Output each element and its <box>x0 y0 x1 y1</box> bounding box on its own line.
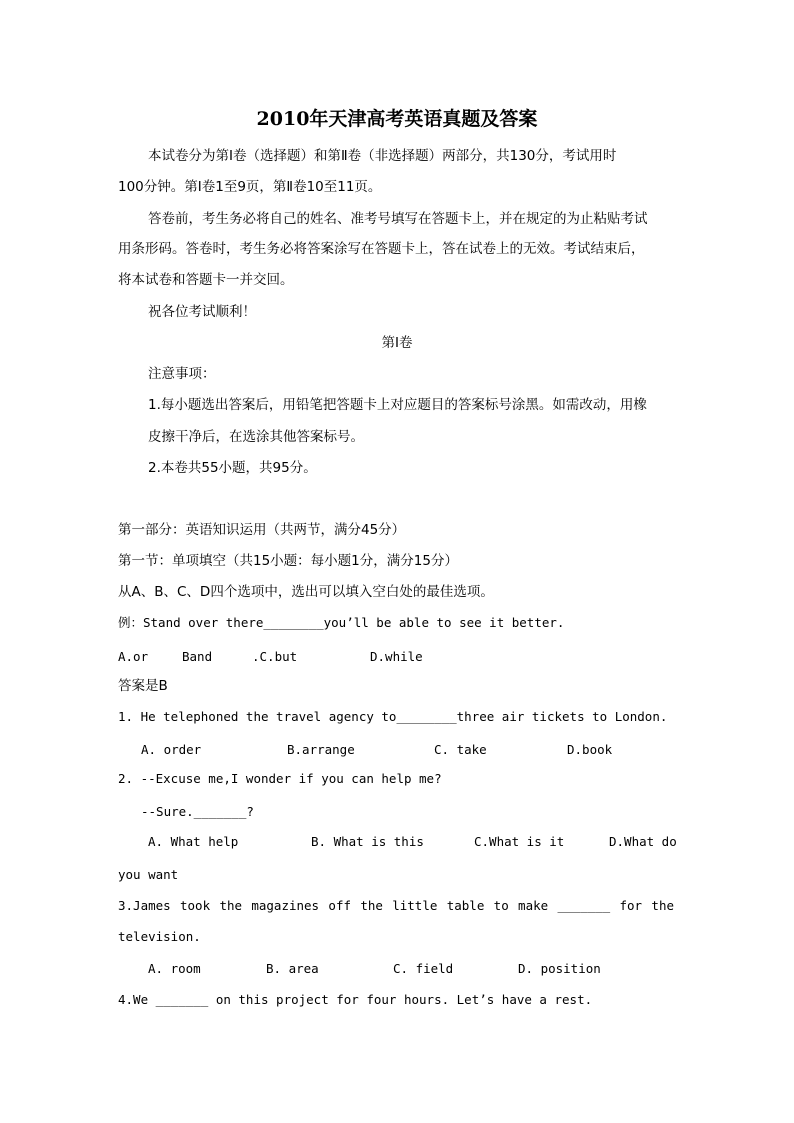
question-2-option-d: D.What do <box>609 834 677 849</box>
note-item-1-line-1: 1.每小题选出答案后，用铅笔把答题卡上对应题目的答案标号涂黑。如需改动，用橡 <box>148 397 647 413</box>
page-title: 2010年天津高考英语真题及答案 <box>256 108 538 130</box>
section1-heading: 第一节：单项填空（共15小题：每小题1分，满分15分） <box>118 553 458 569</box>
example-option-b: Band <box>182 649 213 664</box>
question-3-option-c: C. field <box>393 961 454 976</box>
question-2-option-a: A. What help <box>148 834 239 849</box>
question-2-option-c: C.What is it <box>474 834 565 849</box>
example-option-a: A.or <box>118 649 149 664</box>
example-option-d: D.while <box>370 649 423 664</box>
question-3-stem-line-1: 3.James took the magazines off the little table to make _______ for the <box>118 898 674 913</box>
intro-paragraph-1-line-1: 本试卷分为第Ⅰ卷（选择题）和第Ⅱ卷（非选择题）两部分，共130分，考试用时 <box>148 148 617 164</box>
intro-paragraph-1-line-2: 100分钟。第Ⅰ卷1至9页，第Ⅱ卷10至11页。 <box>118 179 382 195</box>
wish-line: 祝各位考试顺利！ <box>148 304 256 320</box>
question-1-option-a: A. order <box>141 742 202 757</box>
note-item-2: 2.本卷共55小题，共95分。 <box>148 460 317 476</box>
question-3-option-d: D. position <box>518 961 601 976</box>
intro-paragraph-2-line-1: 答卷前，考生务必将自己的姓名、准考号填写在答题卡上，并在规定的为止粘贴考试 <box>148 211 648 227</box>
example-option-c: .C.but <box>252 649 298 664</box>
question-1-option-c: C. take <box>434 742 487 757</box>
example-answer: 答案是B <box>118 678 168 694</box>
part1-heading: 第一部分：英语知识运用（共两节，满分45分） <box>118 522 406 538</box>
question-3-stem-line-2: television. <box>118 929 201 944</box>
question-3-option-b: B. area <box>266 961 319 976</box>
question-2-stem: 2. --Excuse me,I wonder if you can help me? <box>118 771 442 786</box>
question-2-option-d-wrap: you want <box>118 867 179 882</box>
question-1-option-d: D.book <box>567 742 613 757</box>
question-2-stem-reply: --Sure._______? <box>141 804 254 819</box>
intro-paragraph-2-line-2: 用条形码。答卷时，考生务必将答案涂写在答题卡上，答在试卷上的无效。考试结束后， <box>118 241 645 257</box>
section1-instruction: 从A、B、C、D四个选项中，选出可以填入空白处的最佳选项。 <box>118 584 494 600</box>
question-1-option-b: B.arrange <box>287 742 355 757</box>
intro-paragraph-2-line-3: 将本试卷和答题卡一并交回。 <box>118 272 294 288</box>
example-stem: 例：Stand over there________you’ll be able to see it better. <box>118 615 565 630</box>
note-item-1-line-2: 皮擦干净后，在选涂其他答案标号。 <box>148 429 364 445</box>
question-2-option-b: B. What is this <box>311 834 424 849</box>
notes-heading: 注意事项： <box>148 366 216 382</box>
question-4-stem: 4.We _______ on this project for four hours. Let’s have a rest. <box>118 992 593 1007</box>
volume-title: 第Ⅰ卷 <box>381 335 413 351</box>
question-3-option-a: A. room <box>148 961 201 976</box>
question-1-stem: 1. He telephoned the travel agency to________three air tickets to London. <box>118 709 668 724</box>
